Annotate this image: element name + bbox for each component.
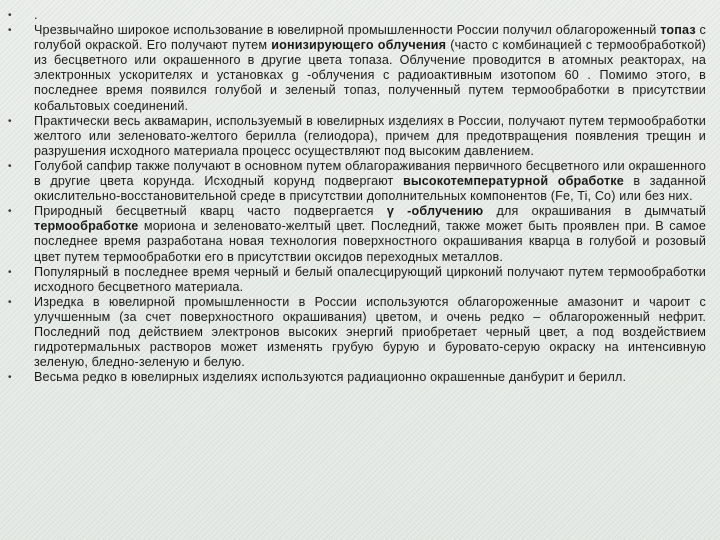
bold-term-topaz: топаз bbox=[660, 23, 696, 38]
bullet-text: (часто с комбинацией с термообработкой) из бесцветного или окрашенного в другие цвета топаза. Облучение проводится в атомных реакторах, на электронных ускорителях и установках g -облучения с радиоактивным изотопом 60 . Помимо этого, в последнее время появился голубой и зеленый топаз, полученный путем термообработки в присутствии кобальтовых соединений. bbox=[34, 38, 706, 113]
bullet-item-empty bbox=[0, 8, 720, 23]
bullet-text: в заданной окислительно-восстановительной среде в присутствии дополнительных компонентов (Fe, Ti, Co) или без них. bbox=[34, 174, 707, 204]
bullet-text: мориона и зеленовато-желтый цвет. Последний, также может быть проявлен при. В самое последнее время разработана новая технология поверхностного окрашивания кварца в голубой и розовый цвет путем термообработки его в присутствии оксидов переходных металлов. bbox=[34, 219, 706, 264]
bullet-text: Практически весь аквамарин, используемый в ювелирных изделиях в России, получают путем термообработки желтого или зеленовато-желтого берилла (гелиодора), причем для предотвращения появления трещин и разрушения исходного материала процесс осуществляют под высоким давлением. bbox=[34, 113, 706, 158]
bullet-item-danburite bbox=[0, 370, 720, 385]
bullet-text: . bbox=[34, 8, 38, 22]
bullet-text: для окрашивания в дымчатый bbox=[483, 204, 707, 219]
bullet-icon: • bbox=[8, 160, 12, 172]
bullet-text: с голубой окраской. Его получают путем bbox=[34, 23, 706, 53]
bullet-icon: • bbox=[8, 25, 12, 37]
bold-term-high-temperature-treatment: высокотемпературной обработке bbox=[402, 174, 624, 189]
bullet-item-amazonite bbox=[0, 295, 720, 370]
bullet-item-quartz bbox=[0, 204, 720, 264]
bullet-text: Изредка в ювелирной промышленности в России используются облагороженные амазонит и чароит с улучшенным (за счет поверхностного окрашивания) цветом, и очень редко – облагороженный нефрит. Последний под действием электронов высоких энергий приобретает черный цвет, а под воздействием гидротермальных растворов может изменять грубую бурую и буровато-серую окраску на интенсивную зеленую, бледно-зеленую и белую. bbox=[34, 294, 706, 370]
bullet-item-aquamarine bbox=[0, 114, 720, 159]
bullet-text: Популярный в последнее время черный и белый опалесцирующий цирконий получают путем термообработки исходного бесцветного материала. bbox=[34, 264, 706, 294]
bullet-text: Природный бесцветный кварц часто подвергается bbox=[34, 204, 387, 219]
bullet-item-zirconium bbox=[0, 265, 720, 295]
bullet-text: Весьма редко в ювелирных изделиях используются радиационно окрашенные данбурит и берилл. bbox=[34, 370, 627, 385]
bullet-icon: • bbox=[8, 372, 12, 384]
bullet-icon: • bbox=[8, 10, 12, 21]
bullet-list bbox=[0, 8, 720, 385]
bold-term-gamma-irradiation: γ -облучению bbox=[386, 204, 484, 219]
slide-body bbox=[0, 8, 720, 540]
bullet-icon: • bbox=[8, 206, 12, 218]
bullet-item-sapphire bbox=[0, 159, 720, 204]
bullet-icon: • bbox=[8, 115, 12, 127]
bullet-item-topaz bbox=[0, 23, 720, 114]
bullet-icon: • bbox=[8, 266, 12, 278]
bullet-text: Чрезвычайно широкое использование в ювелирной промышленности России получил облагороженный bbox=[34, 23, 661, 38]
bold-term-ionizing-irradiation: ионизирующего облучения bbox=[271, 38, 447, 53]
bold-term-heat-treatment: термообработке bbox=[34, 219, 139, 234]
bullet-text: Голубой сапфир также получают в основном путем облагораживания первичного бесцветного или окрашенного в другие цвета корунда. Исходный корунд подвергают bbox=[34, 158, 706, 189]
bullet-icon: • bbox=[8, 296, 12, 308]
